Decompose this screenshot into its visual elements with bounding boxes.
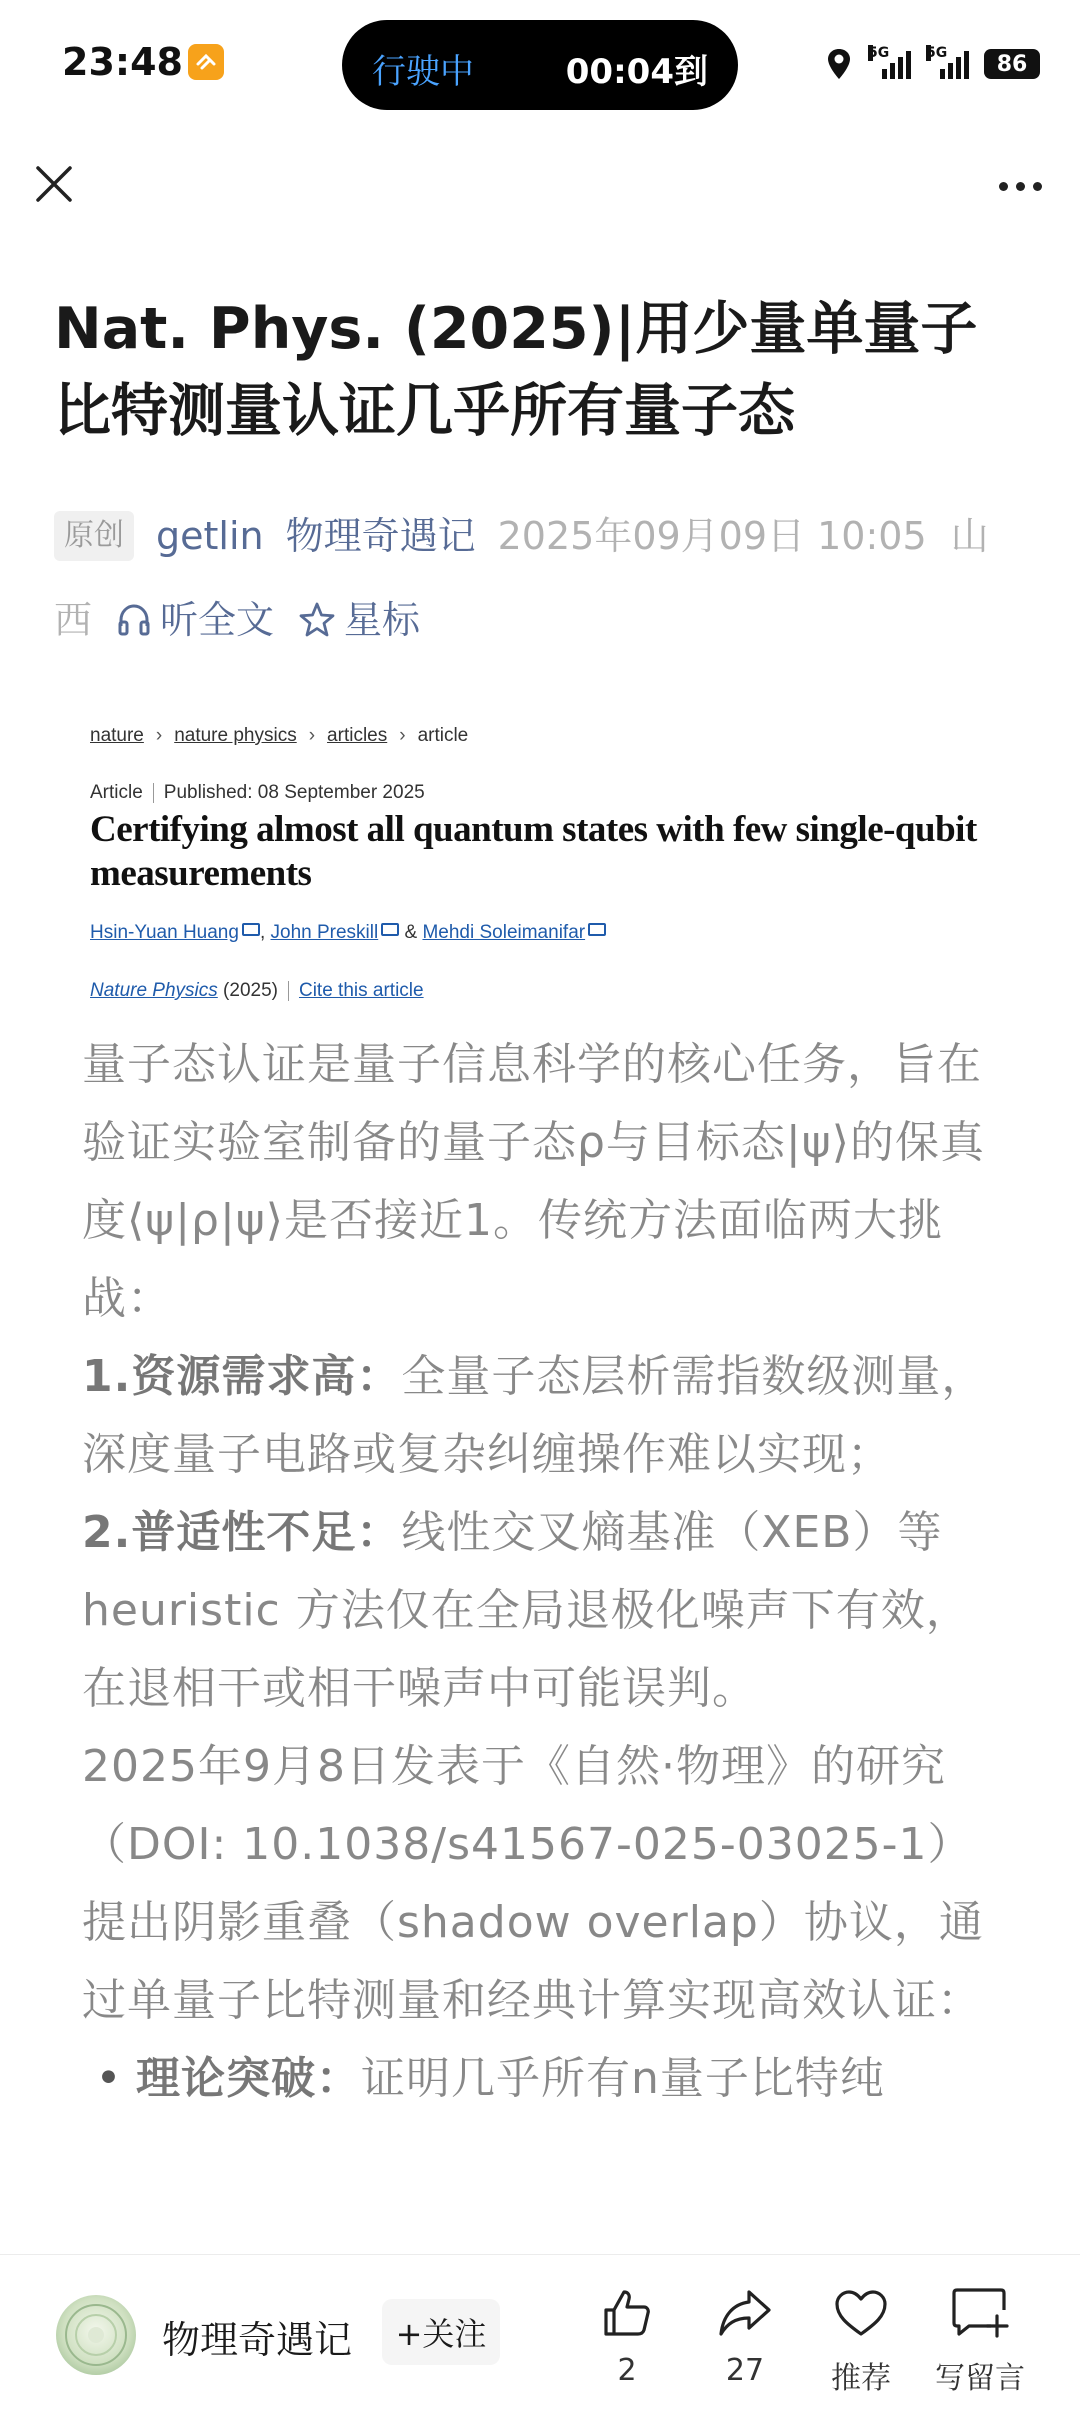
paper-author-1: Hsin-Yuan Huang: [90, 922, 239, 943]
article-title: Nat. Phys. (2025)|用少量单量子比特测量认证几乎所有量子态: [54, 296, 978, 444]
status-time: 23:48: [62, 40, 183, 84]
paper-authors: Hsin-Yuan Huang , John Preskill & Mehdi Soleimanifar: [90, 918, 1010, 948]
paper-publish-info: [90, 778, 1010, 808]
signal-5g-icon: 5G: [868, 49, 912, 79]
close-icon: [34, 164, 74, 204]
navigation-pill[interactable]: [342, 20, 738, 110]
more-dot-icon: [1033, 182, 1042, 191]
account-avatar[interactable]: [56, 2295, 136, 2375]
paper-type: Article: [90, 782, 143, 803]
app-notification-icon: [188, 44, 224, 80]
bullet-text: 证明几乎所有n量子比特纯: [361, 2053, 885, 2104]
bullet-label: 理论突破：: [136, 2053, 361, 2104]
body-paragraph-2: [82, 1338, 1000, 1494]
body-paragraph-3-label: 2.普适性不足：: [82, 1507, 402, 1558]
close-button[interactable]: [28, 158, 80, 210]
breadcrumb-nature-physics: nature physics: [174, 725, 297, 746]
headphones-icon: [116, 602, 152, 638]
share-icon: [717, 2286, 773, 2340]
chevron-right-icon: ›: [155, 725, 163, 746]
heart-icon: [833, 2288, 889, 2338]
breadcrumb-articles: articles: [327, 725, 388, 746]
listen-label: 听全文: [160, 598, 275, 642]
comment-plus-icon: [951, 2286, 1009, 2340]
paper-breadcrumb: [90, 716, 1010, 756]
recommend-label: 推荐: [831, 2361, 891, 2396]
nav-status: 行驶中: [372, 52, 474, 92]
more-dot-icon: [999, 182, 1008, 191]
body-paragraph-2-text: 全量子态层析需指数级测量，深度量子电路或复杂纠缠操作难以实现；: [82, 1351, 987, 1480]
breadcrumb-article: article: [417, 725, 469, 746]
location-icon: [824, 47, 854, 81]
star-button[interactable]: [298, 579, 420, 661]
paper-published-date: Published: 08 September 2025: [163, 782, 425, 803]
original-tag: 原创: [54, 511, 134, 561]
battery-icon: 86: [984, 49, 1040, 79]
signal-5g-icon-2: 5G: [926, 49, 970, 79]
publish-datetime: 2025年09月09日 10:05: [497, 513, 927, 558]
listen-button[interactable]: [116, 579, 274, 661]
mail-icon: [381, 923, 399, 936]
mail-icon: [588, 923, 606, 936]
paper-year: (2025): [217, 980, 278, 1001]
paper-author-2: John Preskill: [270, 922, 379, 943]
article-meta: [54, 492, 1034, 661]
body-paragraph-3-text: 线性交叉熵基准（XEB）等 heuristic 方法仅在全局退极化噪声下有效，在退相干或相干噪声中可能误判。: [82, 1507, 971, 1714]
publish-location: 山西: [54, 513, 989, 642]
star-label: 星标: [344, 598, 421, 642]
author-link[interactable]: getlin: [156, 513, 264, 558]
body-paragraph-4: 2025年9月8日发表于《自然·物理》的研究（DOI: 10.1038/s41567-025-03025-1）提出阴影重叠（shadow overlap）协议，通过单量子比特测量和经典计算实现高效认证：: [82, 1741, 984, 2026]
recommend-button[interactable]: [806, 2283, 916, 2397]
body-bullet-item: [82, 2040, 1000, 2118]
status-icons: [824, 44, 1040, 84]
chevron-right-icon: ›: [308, 725, 316, 746]
paper-journal: Nature Physics: [90, 980, 218, 1001]
like-button[interactable]: [572, 2283, 682, 2388]
follow-button[interactable]: +关注: [382, 2299, 500, 2365]
status-bar: [0, 0, 1080, 130]
star-icon: [298, 601, 336, 639]
paper-cite-link: Cite this article: [298, 980, 424, 1001]
account-name[interactable]: 物理奇遇记: [162, 2318, 353, 2362]
paper-title: Certifying almost all quantum states with few single-qubit measurements: [90, 809, 977, 894]
body-paragraph-1: 量子态认证是量子信息科学的核心任务，旨在验证实验室制备的量子态ρ与目标态|ψ⟩的保真度⟨ψ|ρ|ψ⟩是否接近1。传统方法面临两大挑战：: [82, 1039, 985, 1324]
breadcrumb-nature: nature: [90, 725, 144, 746]
share-button[interactable]: [690, 2283, 800, 2388]
body-paragraph-3: [82, 1494, 1000, 1728]
comment-label: 写留言: [935, 2361, 1025, 2396]
body-paragraph-2-label: 1.资源需求高：: [82, 1351, 402, 1402]
paper-author-3: Mehdi Soleimanifar: [422, 922, 586, 943]
like-count: 2: [617, 2353, 637, 2388]
mail-icon: [242, 923, 260, 936]
account-link[interactable]: 物理奇遇记: [285, 513, 476, 558]
share-count: 27: [725, 2353, 765, 2388]
bottom-action-bar: [0, 2254, 1080, 2414]
article-body: [82, 1026, 1000, 2118]
chevron-right-icon: ›: [399, 725, 406, 746]
more-options-button[interactable]: [990, 166, 1050, 206]
bullet-dot-icon: •: [95, 2053, 123, 2104]
thumbs-up-icon: [600, 2286, 654, 2340]
comment-button[interactable]: [920, 2283, 1040, 2397]
nav-eta: 00:04到: [565, 52, 708, 92]
more-dot-icon: [1016, 182, 1025, 191]
paper-journal-line: [90, 976, 1010, 1006]
paper-header-image: [90, 716, 1010, 1026]
